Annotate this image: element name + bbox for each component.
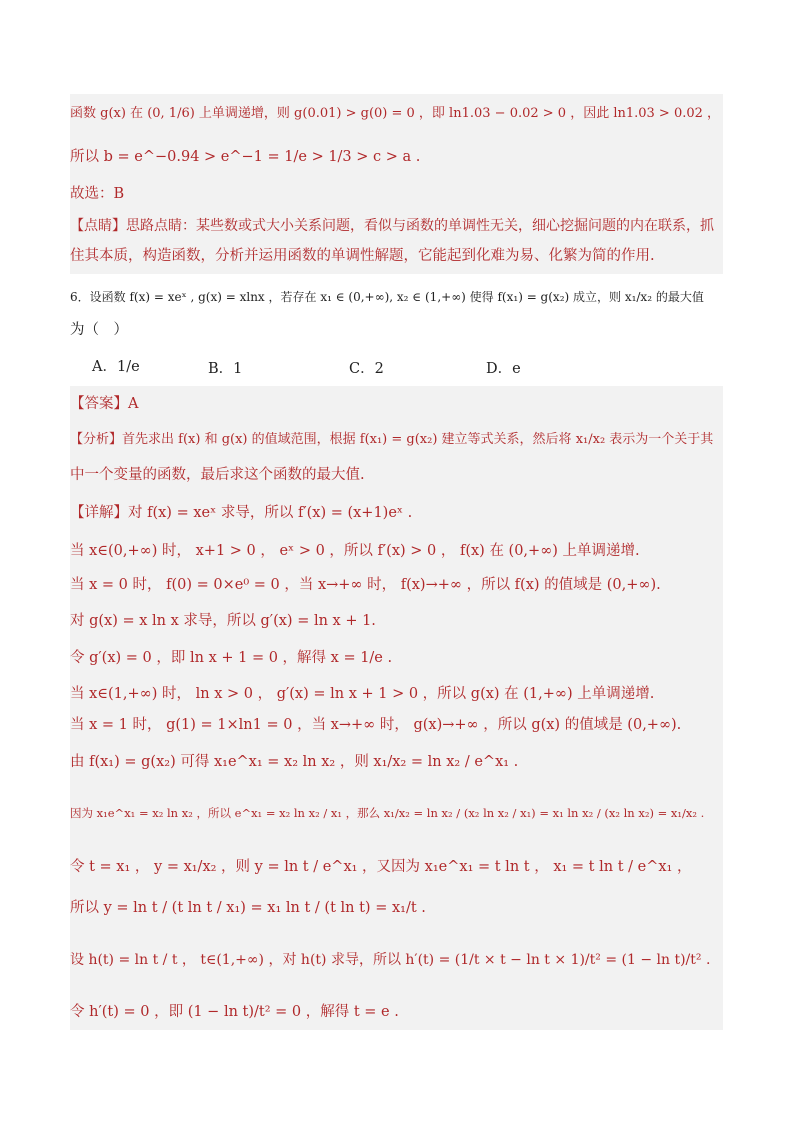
question-6: 6．设函数 f(x) = xeˣ , g(x) = xlnx ，若存在 x₁ ∈ (0,+∞), x₂ ∈ (1,+∞) 使得 f(x₁) = g(x₂) 成立，则 x₁/x₂ 的最大值 [70,290,704,304]
text-line: 故选：B [70,186,125,202]
answer-line: 【答案】A [70,396,139,412]
detail-line: 设 h(t) = ln t / t ， t∈(1,+∞) ，对 h(t) 求导，所以 h′(t) = (1/t × t − ln t × 1)/t² = (1 − ln t)/t² . [70,952,711,968]
text-line: 函数 g(x) 在 (0, 1/6) 上单调递增，则 g(0.01) > g(0) = 0 ，即 ln1.03 − 0.02 > 0 ，因此 ln1.03 > 0.02 ， [70,106,721,121]
text-line: 所以 b = e^−0.94 > e^−1 = 1/e > 1/3 > c > a . [70,149,421,165]
detail-line: 令 g′(x) = 0 ，即 ln x + 1 = 0 ，解得 x = 1/e . [70,650,393,666]
detail-line: 对 g(x) = x ln x 求导，所以 g′(x) = ln x + 1. [70,613,376,629]
detail-line: 【详解】对 f(x) = xeˣ 求导，所以 f′(x) = (x+1)eˣ . [70,505,413,521]
detail-line: 令 h′(t) = 0 ，即 (1 − ln t)/t² = 0 ，解得 t = e . [70,1004,399,1020]
detail-line: 令 t = x₁ ， y = x₁/x₂ ，则 y = ln t / e^x₁ ，又因为 x₁e^x₁ = t ln t ， x₁ = t ln t / e^x₁ ， [70,859,692,875]
text-line: 【点睛】思路点睛：某些数或式大小关系问题，看似与函数的单调性无关，细心挖掘问题的内在联系，抓 [70,218,714,234]
detail-line: 由 f(x₁) = g(x₂) 可得 x₁e^x₁ = x₂ ln x₂ ，则 x₁/x₂ = ln x₂ / e^x₁ . [70,754,519,770]
text-line: 住其本质，构造函数，分析并运用函数的单调性解题，它能起到化难为易、化繁为简的作用. [70,248,655,264]
question-6-cont: 为（ ） [70,322,128,338]
analysis-line: 中一个变量的函数，最后求这个函数的最大值. [70,467,365,483]
detail-line: 所以 y = ln t / (t ln t / x₁) = x₁ ln t / (t ln t) = x₁/t . [70,900,426,916]
detail-line: 因为 x₁e^x₁ = x₂ ln x₂ ，所以 e^x₁ = x₂ ln x₂ / x₁ ，那么 x₁/x₂ = ln x₂ / (x₂ ln x₂ / x₁) = x₁ ln x₂ / (x₂ ln x₂) = x₁/x₂ . [70,806,705,820]
option-c[interactable]: C．2 [349,361,384,377]
option-b[interactable]: B．1 [208,361,243,377]
detail-line: 当 x∈(0,+∞) 时， x+1 > 0 ， eˣ > 0 ，所以 f′(x) > 0 ， f(x) 在 (0,+∞) 上单调递增. [70,543,640,559]
option-a[interactable]: A．1/e [92,359,140,375]
detail-line: 当 x∈(1,+∞) 时， ln x > 0 ， g′(x) = ln x + 1 > 0 ，所以 g(x) 在 (1,+∞) 上单调递增. [70,686,655,702]
option-d[interactable]: D．e [486,361,521,377]
detail-line: 当 x = 0 时， f(0) = 0×e⁰ = 0 ，当 x→+∞ 时， f(x)→+∞ ，所以 f(x) 的值域是 (0,+∞). [70,577,661,593]
analysis-line: 【分析】首先求出 f(x) 和 g(x) 的值域范围，根据 f(x₁) = g(x₂) 建立等式关系，然后将 x₁/x₂ 表示为一个关于其 [70,432,714,447]
detail-line: 当 x = 1 时， g(1) = 1×ln1 = 0 ，当 x→+∞ 时， g(x)→+∞ ，所以 g(x) 的值域是 (0,+∞). [70,717,682,733]
